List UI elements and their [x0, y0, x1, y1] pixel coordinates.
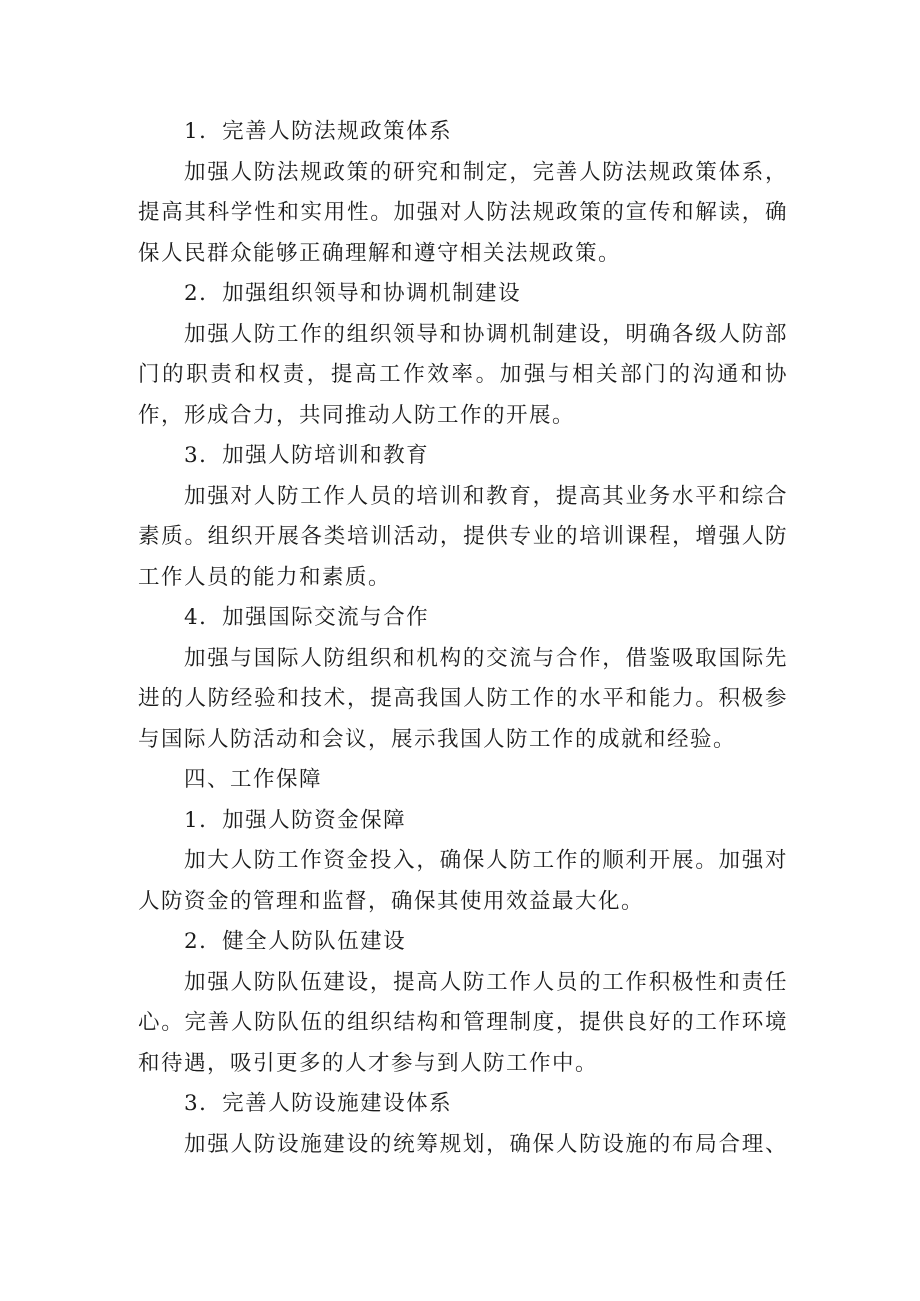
paragraph — [138, 153, 788, 275]
heading-text: 2．加强组织领导和协调机制建设 — [184, 281, 522, 306]
section-heading — [138, 801, 788, 842]
paragraph-line: 提高其科学性和实用性。加强对人防法规政策的宣传和解读，确 — [138, 200, 788, 225]
paragraph — [138, 1125, 788, 1166]
heading-text: 1．完善人防法规政策体系 — [184, 119, 453, 144]
paragraph-line: 素质。组织开展各类培训活动，提供专业的培训课程，增强人防 — [138, 524, 788, 549]
paragraph — [138, 477, 788, 599]
heading-text: 四、工作保障 — [184, 767, 323, 792]
paragraph-line: 保人民群众能够正确理解和遵守相关法规政策。 — [138, 240, 622, 266]
paragraph-line: 和待遇，吸引更多的人才参与到人防工作中。 — [138, 1050, 599, 1076]
heading-text: 3．完善人防设施建设体系 — [184, 1091, 453, 1116]
paragraph-line: 加强人防法规政策的研究和制定，完善人防法规政策体系， — [184, 159, 788, 185]
paragraph — [138, 841, 788, 922]
section-heading — [138, 760, 788, 801]
section-heading — [138, 436, 788, 477]
paragraph-line: 工作人员的能力和素质。 — [138, 564, 392, 590]
paragraph-line: 人防资金的管理和监督，确保其使用效益最大化。 — [138, 888, 645, 914]
paragraph-line: 与国际人防活动和会议，展示我国人防工作的成就和经验。 — [138, 726, 737, 752]
paragraph — [138, 963, 788, 1085]
document-body — [138, 112, 788, 1165]
section-heading — [138, 112, 788, 153]
paragraph-line: 心。完善人防队伍的组织结构和管理制度，提供良好的工作环境 — [138, 1010, 788, 1035]
paragraph-line: 加大人防工作资金投入，确保人防工作的顺利开展。加强对 — [184, 848, 788, 873]
section-heading — [138, 1084, 788, 1125]
paragraph — [138, 315, 788, 437]
paragraph-line: 进的人防经验和技术，提高我国人防工作的水平和能力。积极参 — [138, 686, 788, 711]
paragraph-line: 作，形成合力，共同推动人防工作的开展。 — [138, 402, 576, 428]
paragraph-line: 加强人防设施建设的统筹规划，确保人防设施的布局合理、 — [184, 1131, 788, 1157]
heading-text: 4．加强国际交流与合作 — [184, 605, 430, 630]
heading-text: 3．加强人防培训和教育 — [184, 443, 430, 468]
paragraph — [138, 639, 788, 761]
heading-text: 1．加强人防资金保障 — [184, 807, 407, 833]
section-heading — [138, 922, 788, 963]
paragraph-line: 加强对人防工作人员的培训和教育，提高其业务水平和综合 — [184, 483, 788, 509]
section-heading — [138, 274, 788, 315]
paragraph-line: 加强人防队伍建设，提高人防工作人员的工作积极性和责任 — [184, 969, 788, 995]
paragraph-line: 门的职责和权责，提高工作效率。加强与相关部门的沟通和协 — [138, 362, 788, 387]
heading-text: 2．健全人防队伍建设 — [184, 929, 407, 954]
paragraph-line: 加强与国际人防组织和机构的交流与合作，借鉴吸取国际先 — [184, 645, 788, 671]
paragraph-line: 加强人防工作的组织领导和协调机制建设，明确各级人防部 — [184, 321, 788, 347]
section-heading — [138, 598, 788, 639]
